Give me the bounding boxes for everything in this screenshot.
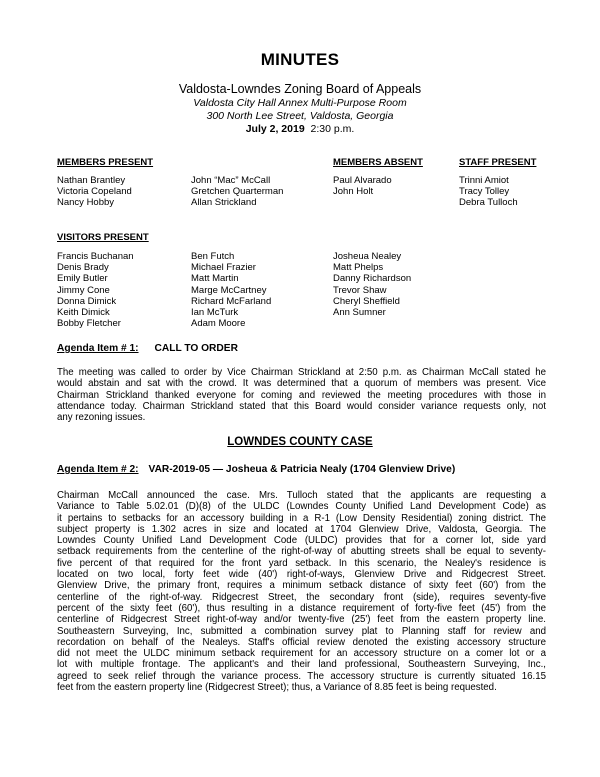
paragraph-line: five percent of that required for the front yard setback. In this scenario, the Nealey's residence is: [57, 557, 546, 569]
paragraph-line: setback requirements from the centerline of the right-of-way of abutting streets shall be equal to seventy-: [57, 546, 546, 558]
agenda-item-1-label: Agenda Item # 1:: [57, 343, 139, 354]
list-item: Allan Strickland: [191, 197, 257, 209]
location-line-1: Valdosta City Hall Annex Multi-Purpose Room: [193, 97, 407, 109]
meeting-date: July 2, 2019: [245, 123, 305, 135]
list-item: Emily Butler: [57, 273, 108, 285]
paragraph-line: centerline of the right-of-way. Ridgecrest Street, the secondary front (side), requires seventy-five: [57, 591, 546, 603]
list-item: Josheua Nealey: [333, 251, 402, 262]
agenda-item-2-paragraph: [57, 490, 546, 693]
paragraph-line: recordation on behalf of the Nealeys. Staff's official review denoted the existing accessory structure: [57, 636, 546, 648]
organization-name: Valdosta-Lowndes Zoning Board of Appeals: [178, 82, 422, 96]
list-item: Denis Brady: [57, 262, 109, 274]
list-item: Victoria Copeland: [57, 186, 132, 198]
list-item: John “Mac” McCall: [191, 175, 271, 186]
location-line-2: 300 North Lee Street, Valdosta, Georgia: [206, 110, 394, 122]
paragraph-line: Variance to Table 5.02.01 (D)(8) of the ULDC (Lowndes County Unified Land Development Code) as: [57, 501, 546, 513]
paragraph-line: Chairman Strickland thanked everyone for coming and reviewed the meeting procedures with those in: [57, 389, 546, 401]
list-item: Keith Dimick: [57, 307, 110, 319]
paragraph-line: located on two local, forty feet wide (40') right-of-ways, Glenview Drive and Ridgecrest Street.: [57, 569, 546, 581]
list-item: Nathan Brantley: [57, 175, 126, 186]
list-item: Gretchen Quarterman: [191, 186, 284, 198]
list-item: Matt Martin: [191, 273, 239, 285]
paragraph-line: percent of the sixty feet (60'), thus resulting in a distance requirement of forty-five feet (45') from the: [57, 602, 546, 614]
list-item: Francis Buchanan: [57, 251, 134, 262]
visitors-column-1: [57, 251, 134, 329]
list-item: Donna Dimick: [57, 295, 117, 307]
paragraph-line: Chairman McCall announced the case. Mrs. Tulloch stated that the applicants are requesting a: [57, 490, 546, 501]
members-absent-heading: MEMBERS ABSENT: [333, 157, 423, 168]
paragraph-line: subject property is 1.302 acres in size and located at 1704 Glenview Drive, Valdosta, Georgia. The: [57, 523, 546, 535]
staff-present-list: [459, 175, 518, 209]
meeting-date-line: [0, 123, 600, 135]
paragraph-line: Southeastern Surveying, Inc, submitted a combination survey plat to Planning staff for review and: [57, 625, 546, 637]
members-absent-list: [333, 175, 392, 197]
list-item: John Holt: [333, 186, 374, 198]
case-heading: LOWNDES COUNTY CASE: [227, 436, 373, 448]
paragraph-line: it pertains to setbacks for an accessory building in a R-1 (Low Density Residential) zoning district. The: [57, 512, 546, 524]
paragraph-line: The meeting was called to order by Vice Chairman Strickland at 2:50 p.m. as Chairman McCall stated he: [57, 367, 546, 378]
list-item: Debra Tulloch: [459, 197, 518, 209]
paragraph-line: feet from the eastern property line (Ridgecrest Street); thus, a Variance of 8.85 feet is being requested.: [57, 682, 497, 694]
paragraph-line: would abstain and sat with the crowd. It was determined that a quorum of members was present. Vice: [57, 378, 546, 390]
paragraph-line: Lowndes County Unified Land Development Code (ULDC) provides that for a corner lot, side yard: [57, 535, 546, 547]
page-title: MINUTES: [260, 50, 340, 69]
list-item: Trinni Amiot: [459, 175, 509, 186]
agenda-item-2-title: VAR-2019-05 — Josheua & Patricia Nealy (1704 Glenview Drive): [148, 464, 456, 475]
list-item: Michael Frazier: [191, 262, 256, 274]
paragraph-line: any rezoning issues.: [57, 412, 146, 424]
agenda-item-1-paragraph: [57, 367, 546, 423]
list-item: Jimmy Cone: [57, 284, 110, 296]
visitors-column-2: [191, 251, 271, 329]
list-item: Marge McCartney: [191, 284, 267, 296]
agenda-item-2-heading: [57, 464, 455, 475]
list-item: Ann Sumner: [333, 307, 386, 319]
paragraph-line: did not meet the ULDC minimum setback requirement for an accessory structure on a comer lot or a: [57, 648, 546, 660]
meeting-time: 2:30 p.m.: [310, 123, 355, 135]
agenda-item-1-heading: [57, 343, 238, 354]
list-item: Danny Richardson: [333, 273, 412, 285]
visitors-column-3: [333, 251, 411, 318]
list-item: Adam Moore: [191, 318, 246, 330]
visitors-present-heading: VISITORS PRESENT: [57, 232, 149, 243]
members-present-column-1: [57, 175, 132, 209]
paragraph-line: Glenview Drive, the primary front, requires a minimum setback distance of sixty feet (60') from the: [57, 580, 546, 592]
list-item: Ian McTurk: [191, 307, 239, 319]
list-item: Tracy Tolley: [459, 186, 510, 198]
list-item: Paul Alvarado: [333, 175, 392, 186]
agenda-item-1-title: CALL TO ORDER: [154, 343, 238, 354]
paragraph-line: centerline of Ridgecrest Street right-of-way and/or twenty-five (25') feet from the eastern property line.: [57, 614, 546, 626]
list-item: Nancy Hobby: [57, 197, 115, 209]
agenda-item-2-label: Agenda Item # 2:: [57, 464, 139, 475]
list-item: Matt Phelps: [333, 262, 384, 274]
list-item: Bobby Fletcher: [57, 318, 121, 330]
list-item: Trevor Shaw: [333, 284, 387, 296]
list-item: Richard McFarland: [191, 295, 272, 307]
members-present-heading: MEMBERS PRESENT: [57, 157, 154, 168]
list-item: Cheryl Sheffield: [333, 295, 400, 307]
paragraph-line: attendance today. Chairman Strickland stated that this Board would consider variance requests only, not: [57, 400, 546, 412]
members-present-column-2: [191, 175, 283, 209]
paragraph-line: lot with multiple frontage. The applicant's and their land professional, Southeastern Surveying, Inc.,: [57, 659, 546, 671]
list-item: Ben Futch: [191, 251, 235, 262]
staff-present-heading: STAFF PRESENT: [459, 157, 537, 168]
paragraph-line: agreed to seek relief through the variance process. The accessory structure is currently situated 16.15: [57, 670, 546, 682]
